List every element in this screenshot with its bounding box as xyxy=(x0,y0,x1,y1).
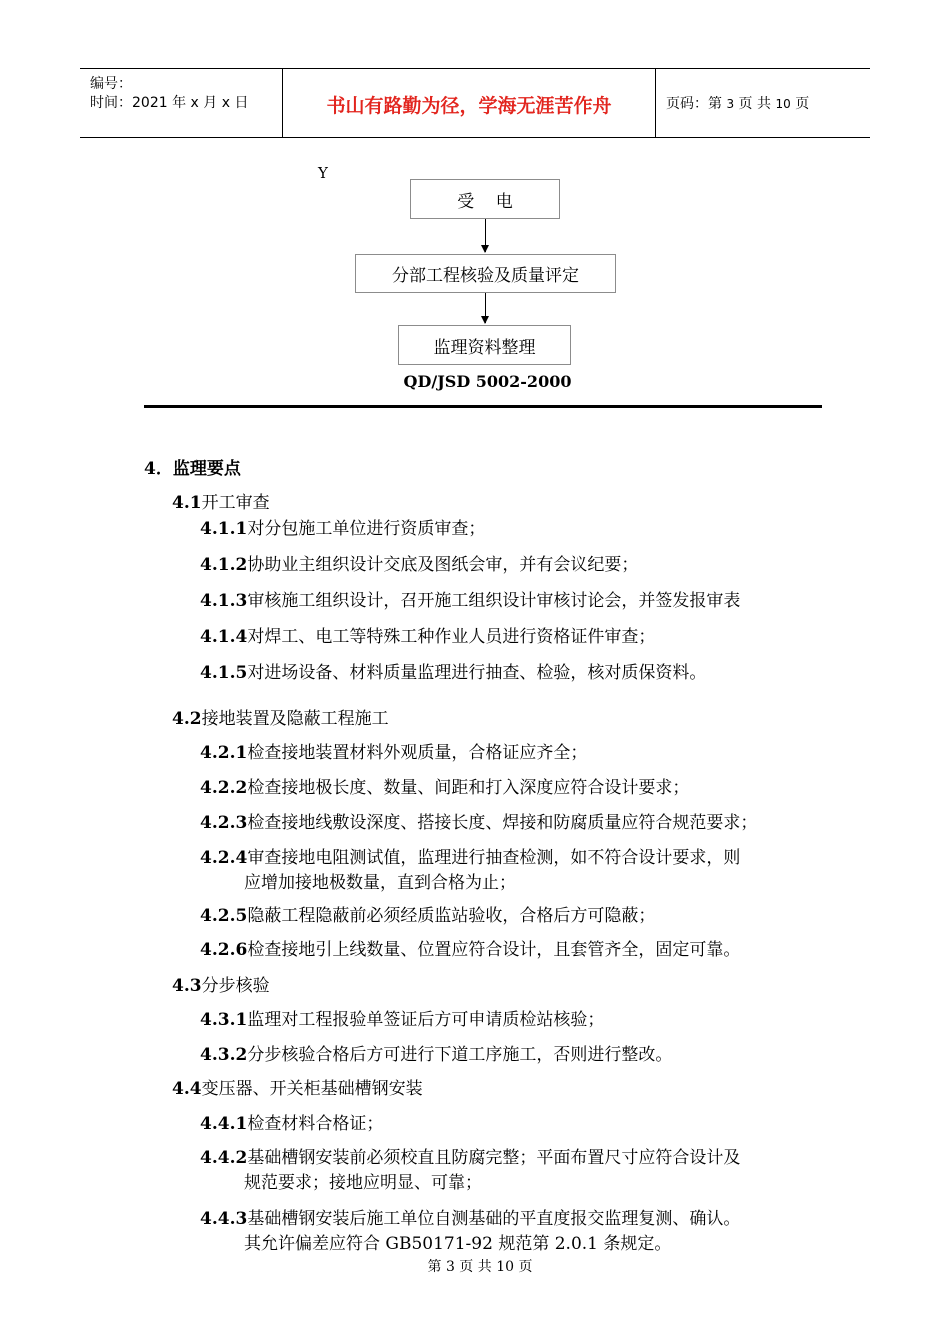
motto-cell xyxy=(282,69,656,137)
item-4-1 xyxy=(172,491,270,515)
item-4-1-5 xyxy=(200,661,706,685)
item-4-4-2 xyxy=(200,1146,740,1170)
flow-step-records-label: 监理资料整理 xyxy=(433,337,536,358)
item-4-3-1 xyxy=(200,1008,604,1032)
item-number: 4.1.3 xyxy=(200,591,248,611)
item-4-2-4 xyxy=(200,846,740,870)
item-text: 协助业主组织设计交底及图纸会审，并有会议纪要； xyxy=(247,555,639,575)
item-text: 变压器、开关柜基础槽钢安装 xyxy=(201,1079,423,1099)
item-text: 隐蔽工程隐蔽前必须经质监站验收，合格后方可隐蔽； xyxy=(247,906,656,926)
item-4-2-4-cont: 应增加接地极数量，直到合格为止； xyxy=(244,873,516,893)
flow-arrow-2 xyxy=(485,293,486,323)
item-4-1-3 xyxy=(200,589,740,613)
item-number: 4.3 xyxy=(172,976,202,996)
item-number: 4.1.1 xyxy=(200,519,248,539)
page-footer: 第 3 页 共 10 页 xyxy=(427,1259,533,1275)
item-number: 4.2.5 xyxy=(200,906,248,926)
item-text: 检查接地装置材料外观质量，合格证应齐全； xyxy=(247,743,588,763)
item-4-2-6 xyxy=(200,938,740,962)
item-4-2-3 xyxy=(200,811,757,835)
date-label: 时间：2021 年 x 月 x 日 xyxy=(90,95,249,111)
item-text: 检查材料合格证； xyxy=(247,1114,384,1134)
document-code: QD/JSD 5002-2000 xyxy=(403,372,572,391)
item-number: 4.4.3 xyxy=(200,1209,248,1229)
item-number: 4.1.5 xyxy=(200,663,248,683)
item-4-1-2 xyxy=(200,553,638,577)
item-4-4-3-cont: 其允许偏差应符合 GB50171-92 规范第 2.0.1 条规定。 xyxy=(244,1234,672,1254)
item-text: 监理对工程报验单签证后方可申请质检站核验； xyxy=(247,1010,605,1030)
item-text: 检查接地引上线数量、位置应符合设计，且套管齐全，固定可靠。 xyxy=(247,940,741,960)
item-number: 4.2 xyxy=(172,709,202,729)
flow-step-power-label: 受 电 xyxy=(457,191,513,212)
item-text: 开工审查 xyxy=(201,493,270,513)
page-number-cell xyxy=(666,93,809,113)
item-text: 检查接地线敷设深度、搭接长度、焊接和防腐质量应符合规范要求； xyxy=(247,813,758,833)
item-text: 分步核验合格后方可进行下道工序施工，否则进行整改。 xyxy=(247,1045,673,1065)
item-number: 4.4.1 xyxy=(200,1114,248,1134)
item-4-2-2 xyxy=(200,776,689,800)
item-number: 4.2.3 xyxy=(200,813,248,833)
page-prefix: 页码：第 xyxy=(666,96,722,112)
item-text: 审核施工组织设计，召开施工组织设计审核讨论会，并签发报审表 xyxy=(247,591,741,611)
item-text: 对分包施工单位进行资质审查； xyxy=(247,519,486,539)
item-number: 4.2.4 xyxy=(200,848,248,868)
item-number: 4.2.6 xyxy=(200,940,248,960)
page-total: 10 xyxy=(775,97,791,111)
item-4-2-5 xyxy=(200,904,655,928)
item-text: 分步核验 xyxy=(201,976,270,996)
item-number: 4.3.1 xyxy=(200,1010,248,1030)
page-suffix: 页 xyxy=(795,96,810,112)
item-4-2-1 xyxy=(200,741,587,765)
item-text: 对进场设备、材料质量监理进行抽查、检验，核对质保资料。 xyxy=(247,663,707,683)
flow-step-records xyxy=(398,325,571,365)
item-4-1-4 xyxy=(200,625,655,649)
item-4-3-2 xyxy=(200,1043,672,1067)
item-number: 4.3.2 xyxy=(200,1045,248,1065)
page-header xyxy=(80,68,870,138)
item-4-1-1 xyxy=(200,517,485,541)
item-4-3 xyxy=(172,974,270,998)
item-number: 4.4.2 xyxy=(200,1148,248,1168)
item-text: 基础槽钢安装后施工单位自测基础的平直度报交监理复测、确认。 xyxy=(247,1209,741,1229)
header-info-cell xyxy=(80,69,280,137)
page-mid: 页 共 xyxy=(738,96,771,112)
item-4-4 xyxy=(172,1077,423,1101)
flow-marker: Y xyxy=(318,164,328,182)
item-number: 4.1.2 xyxy=(200,555,248,575)
item-4-4-1 xyxy=(200,1112,383,1136)
item-text: 接地装置及隐蔽工程施工 xyxy=(201,709,389,729)
item-number: 4.1.4 xyxy=(200,627,248,647)
section-title: 4．监理要点 xyxy=(144,459,241,479)
item-number: 4.2.2 xyxy=(200,778,248,798)
flow-step-power xyxy=(410,179,560,219)
flow-step-inspection-label: 分部工程核验及质量评定 xyxy=(392,266,579,286)
item-text: 基础槽钢安装前必须校直且防腐完整；平面布置尺寸应符合设计及 xyxy=(247,1148,741,1168)
item-4-4-3 xyxy=(200,1207,740,1231)
flow-arrow-1 xyxy=(485,219,486,252)
number-label: 编号： xyxy=(90,76,132,92)
item-text: 审查接地电阻测试值，监理进行抽查检测，如不符合设计要求，则 xyxy=(247,848,741,868)
item-text: 检查接地极长度、数量、间距和打入深度应符合设计要求； xyxy=(247,778,690,798)
item-number: 4.1 xyxy=(172,493,202,513)
page-current: 3 xyxy=(726,97,735,111)
item-number: 4.4 xyxy=(172,1079,202,1099)
item-number: 4.2.1 xyxy=(200,743,248,763)
item-4-2 xyxy=(172,707,389,731)
flow-step-inspection xyxy=(355,254,616,293)
item-4-4-2-cont: 规范要求；接地应明显、可靠； xyxy=(244,1173,482,1193)
item-text: 对焊工、电工等特殊工种作业人员进行资格证件审查； xyxy=(247,627,656,647)
divider-rule xyxy=(144,405,822,408)
motto-text: 书山有路勤为径，学海无涯苦作舟 xyxy=(326,95,612,117)
